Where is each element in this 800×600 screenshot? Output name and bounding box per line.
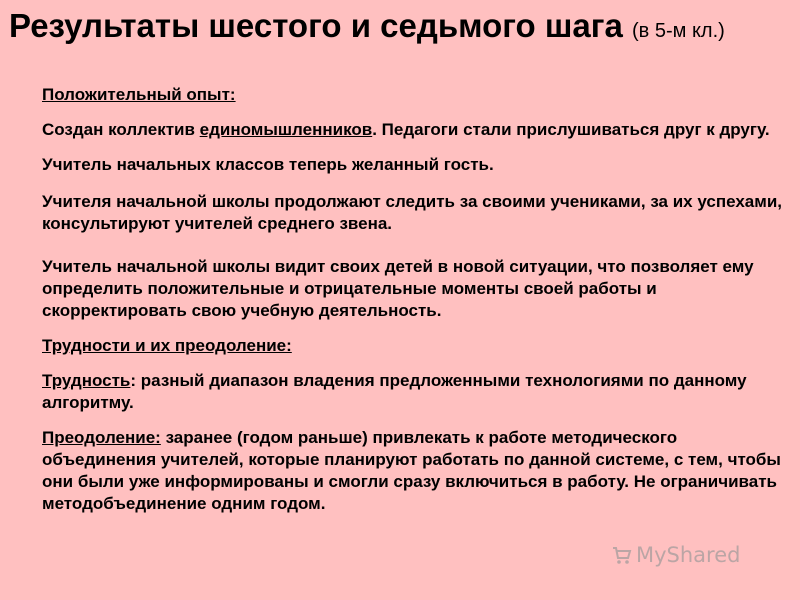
positive-paragraph-4: Учитель начальной школы видит своих детей в новой ситуации, что позволяет ему определить положительные и отрицательные моменты своей работы и скорректировать свою учебную деятельность. bbox=[42, 257, 754, 320]
positive-paragraph-1 bbox=[42, 119, 782, 141]
difficulty-label: Трудность bbox=[42, 371, 131, 390]
positive-p1-post: . Педагоги стали прислушиваться друг к другу. bbox=[372, 120, 770, 139]
difficulties-heading: Трудности и их преодоление: bbox=[42, 336, 292, 355]
overcoming-text: заранее (годом раньше) привлекать к работе методического объединения учителей, которые планируют работать по данной системе, с тем, чтобы они были уже информированы и смогли сразу включиться в работу. Не ограничивать методобъединение одним годом. bbox=[42, 428, 781, 513]
difficulty-text: : разный диапазон владения предложенными технологиями по данному алгоритму. bbox=[42, 371, 747, 412]
slide-title bbox=[9, 6, 794, 51]
positive-p1-underlined: единомышленников bbox=[199, 120, 373, 139]
slide-title-main: Результаты шестого и седьмого шага bbox=[9, 7, 623, 44]
slide-title-sub: (в 5-м кл.) bbox=[632, 20, 725, 42]
positive-paragraph-2: Учитель начальных классов теперь желанный гость. bbox=[42, 155, 494, 174]
overcoming-paragraph bbox=[42, 427, 782, 515]
watermark-text: MyShared bbox=[636, 543, 741, 567]
overcoming-label: Преодоление: bbox=[42, 428, 161, 447]
slide-content bbox=[42, 84, 782, 515]
positive-paragraph-3: Учителя начальной школы продолжают следить за своими учениками, за их успехами, консультируют учителей среднего звена. bbox=[42, 192, 782, 233]
positive-heading: Положительный опыт: bbox=[42, 85, 236, 104]
positive-p1-pre: Создан коллектив bbox=[42, 120, 200, 139]
difficulty-paragraph bbox=[42, 370, 782, 414]
cart-icon bbox=[612, 545, 632, 565]
watermark bbox=[612, 543, 740, 567]
